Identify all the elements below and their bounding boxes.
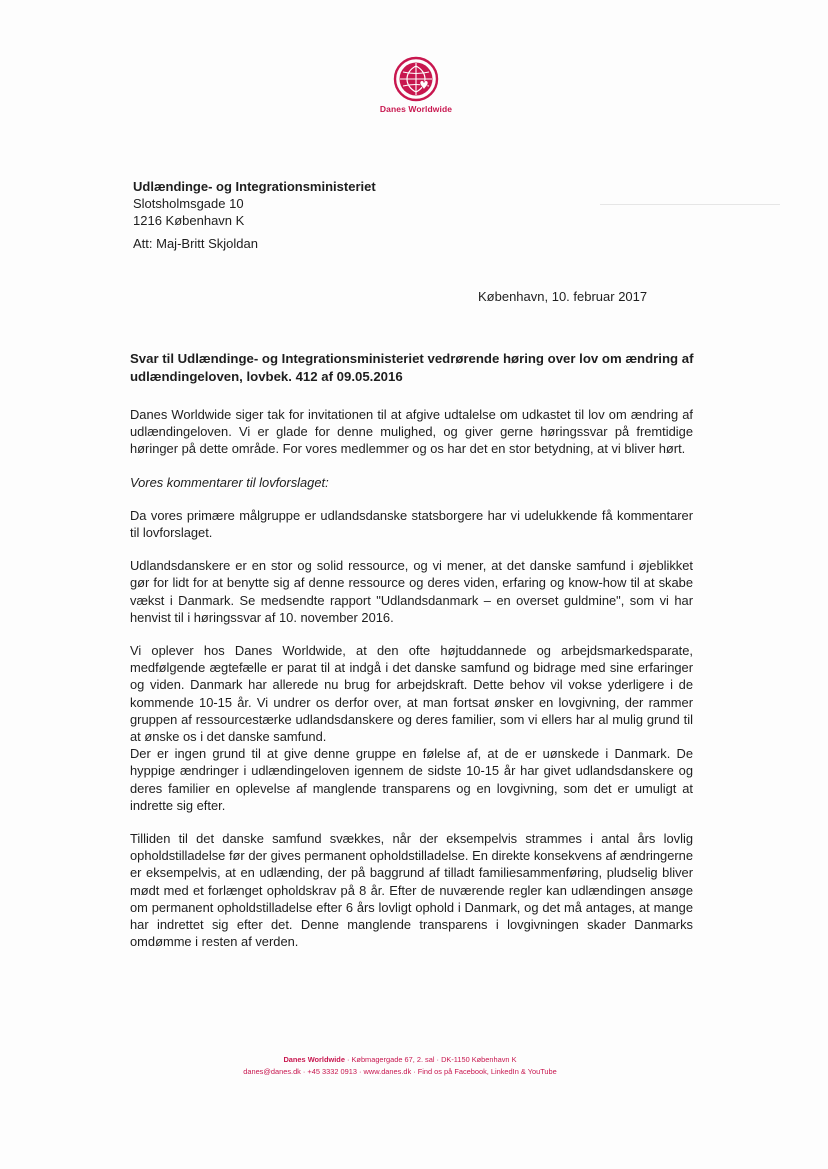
letter-footer <box>180 1054 620 1078</box>
recipient-org: Udlændinge- og Integrationsministeriet <box>133 179 376 194</box>
place-and-date: København, 10. februar 2017 <box>478 289 648 304</box>
letter-body <box>130 406 693 966</box>
paragraph-unwanted: Der er ingen grund til at give denne gruppe en følelse af, at de er uønskede i Danmark. De hyppige ændringer i udlændingeloven igennem de sidste 10-15 år har givet udlandsdanskere og deres familier en oplevelse af manglende transparens og en lovgivning, som det er umuligt at indrette sig efter. <box>130 746 693 813</box>
footer-address-line <box>180 1054 620 1066</box>
paragraph-intro: Danes Worldwide siger tak for invitationen til at afgive udtalelse om udkastet til lov om ændring af udlændingeloven. Vi er glade for denne mulighed, og giver gerne høringssvar på fremtidige høringer på dette område. For vores medlemmer og os har det en stor betydning, at vi bliver hørt. <box>130 407 693 457</box>
paragraph-target-group: Da vores primære målgruppe er udlandsdanske statsborgere har vi udelukkende få kommentarer til lovforslaget. <box>130 507 693 541</box>
recipient-city: 1216 København K <box>133 213 245 228</box>
paragraph-trust: Tilliden til det danske samfund svækkes, når der eksempelvis strammes i antal års lovlig opholdstilladelse før der gives permanent opholdstilladelse. En direkte konsekvens af ændringerne er eksempelvis, at en udlænding, der på baggrund af tilladt familiesammenføring, pludselig bliver mødt med et forlænget opholdskrav på 8 år. Efter de nuværende regler kan udlændingen ansøge om permanent opholdstilladelse efter 6 års lovligt ophold i Danmark, og det må antages, at mange har indrettet sig efter det. Denne manglende transparens i lovgivningen skader Danmarks omdømme i resten af verden. <box>130 831 693 950</box>
paragraph-spouse: Vi oplever hos Danes Worldwide, at den ofte højtuddannede og arbejdsmarkedsparate, medfølgende ægtefælle er parat til at indgå i det danske samfund og bidrage med sine erfaringer og viden. Danmark har allerede nu brug for arbejdskraft. Dette behov vil vokse yderligere i de kommende 10-15 år. Vi undrer os derfor over, at man fortsat ønsker en lovgivning, der rammer gruppen af ressourcestærke udlandsdanskere og deres familier, som vi ellers har al mulig grund til at ønske os i det danske samfund. <box>130 643 693 745</box>
letter-subject: Svar til Udlændinge- og Integrationsministeriet vedrørende høring over lov om ændring af udlændingeloven, lovbek. 412 af 09.05.2016 <box>130 351 694 384</box>
footer-brand: Danes Worldwide <box>283 1055 345 1064</box>
recipient-address <box>133 178 376 229</box>
scan-artifact-line <box>600 204 780 205</box>
globe-heart-icon <box>393 56 439 102</box>
attention-line: Att: Maj-Britt Skjoldan <box>133 236 258 251</box>
brand-name: Danes Worldwide <box>379 104 453 114</box>
paragraph-resource: Udlandsdanskere er en stor og solid ressource, og vi mener, at det danske samfund i øjeblikket gør for lidt for at benytte sig af denne ressource og deres viden, erfaring og know-how til at skabe vækst i Danmark. Se medsendte rapport "Udlandsdanmark – en overset guldmine", som vi har henvist til i høringssvar af 10. november 2016. <box>130 558 693 625</box>
section-heading: Vores kommentarer til lovforslaget: <box>130 474 329 490</box>
footer-contact-line: danes@danes.dk · +45 3332 0913 · www.danes.dk · Find os på Facebook, LinkedIn & YouTube <box>243 1067 557 1076</box>
recipient-street: Slotsholmsgade 10 <box>133 196 244 211</box>
brand-logo <box>371 56 461 114</box>
footer-address: · Købmagergade 67, 2. sal · DK-1150 København K <box>344 1055 517 1064</box>
